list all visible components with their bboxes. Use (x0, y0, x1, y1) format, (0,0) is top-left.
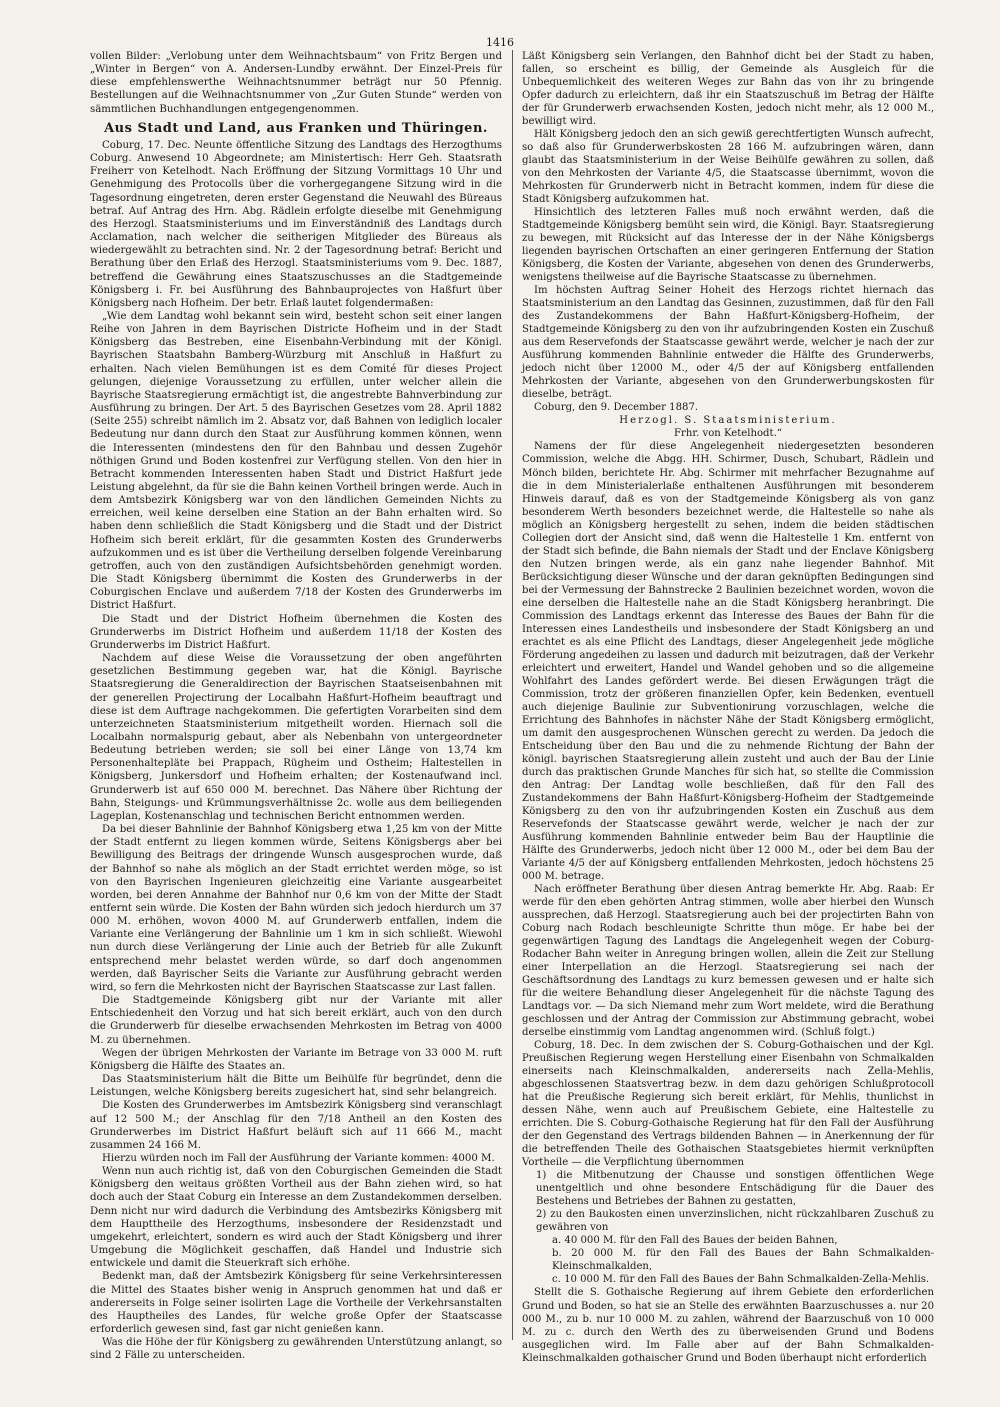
article-paragraph: Das Staatsministerium hält die Bitte um Beihülfe für begründet, denn die Leistungen, welche Königsberg bereits zugesichert hat, sind sehr belangreich. (90, 1074, 502, 1099)
article-paragraph: Nach eröffneter Berathung über diesen Antrag bemerkte Hr. Abg. Raab: Er werde für den eben gehörten Antrag stimmen, wolle aber hierbei den Wunsch aussprechen, daß Herzogl. Staatsregierung auch bei der projectirten Bahn von Coburg nach Rodach beschleunigte Schritte thun möge. Er habe bei der gegenwärtigen Tagung des Landtags die Angelegenheit wegen der Coburg-Rodacher Bahn weiter in Anregung bringen wollen, allein die Zeit zur Stellung einer Interpellation an die Herzogl. Staatsregierung sei nach der Geschäftsordnung des Landtags zu kurz bemessen gewesen und er halte sich für die weitere Behandlung dieser Angelegenheit für die nächste Tagung des Landtags vor. — Da sich Niemand mehr zum Wort meldete, wird die Berathung geschlossen und der Antrag der Commission zur Abstimmung gebracht, wobei derselbe einstimmig vom Landtag angenommen wird. (Schluß folgt.) (522, 884, 934, 1039)
article-paragraph: Hierzu würden noch im Fall der Ausführung der Variante kommen: 4000 M. (102, 1152, 495, 1164)
article-paragraph: Stellt die S. Gothaische Regierung auf ihrem Gebiete den erforderlichen Grund und Boden, so hat sie an Stelle des erwähnten Baarzuschusses a. nur 20 000 M., zu b. nur 10 000 M. zu zahlen, während der Baarzuschuß von 10 000 M. zu c. durch den Werth des zu überweisenden Grund und Bodens ausgeglichen wird. Im Falle aber auf der Bahn Schmalkalden-Kleinschmalkalden gothaischer Grund und Boden überhaupt nicht erforderlich (522, 1287, 934, 1364)
article-paragraph: Die Stadtgemeinde Königsberg gibt nur der Variante mit aller Entschiedenheit den Vorzug und hat sich bereit erklärt, auch von den durch die Grunderwerb für dieselbe erwachsenden Mehrkosten im Betrag von 4000 M. zu übernehmen. (90, 995, 502, 1046)
list-item: a. 40 000 M. für den Fall des Baues der beiden Bahnen, (552, 1235, 838, 1247)
article-paragraph: Läßt Königsberg sein Verlangen, den Bahnhof dicht bei der Stadt zu haben, fallen, so erscheint es billig, der Gemeinde als Ausgleich für die Unbequemlichkeit des weiteren Weges zur Bahn das von ihr zu bringende Opfer dadurch zu erleichtern, daß ihr ein Staatszuschuß im Betrag der Hälfte der für Grunderwerb erwachsenden Kosten, jedoch nicht mehr, als 12 000 M., bewilligt wird. (522, 51, 934, 128)
list-item: 2) zu den Baukosten einen unverzinslichen, nicht rückzahlbaren Zuschuß zu gewähren von (536, 1209, 934, 1234)
list-item: 1) die Mitbenutzung der Chausse und sonstigen öffentlichen Wege unentgeltlich und ohne besondere Entschädigung für die Dauer des Bestehens und Betriebes der Bahnen zu gestatten, (536, 1170, 934, 1208)
signature-ministry: Herzogl. S. Staatsministerium. (619, 415, 837, 427)
article-paragraph: Nachdem auf diese Weise die Voraussetzung der oben angeführten gesetzlichen Bestimmung gegeben war, hat die Königl. Bayrische Staatsregierung die Generaldirection der Bayrischen Staatseisenbahnen mit der generellen Projectirung der Localbahn Haßfurt-Hofheim beauftragt und diese ist dem Auftrage nachgekommen. Die gefertigten Vorarbeiten sind dem unterzeichneten Staatsministerium mitgetheilt worden. Hiernach soll die Localbahn normalspurig gebaut, aber als Nebenbahn von untergeordneter Bedeutung betrieben werden; sie soll bei einer Länge von 13,74 km Personenhaltepläte bei Prappach, Rügheim und Ostheim; Haltestellen in Königsberg, Junkersdorf und Hofheim erhalten; der Kostenaufwand incl. Grunderwerb ist auf 650 000 M. berechnet. Das Nähere über Richtung der Bahn, Steigungs- und Krümmungsverhältnisse 2c. wolle aus dem beiliegenden Lageplan, Kostenanschlag und technischen Bericht entnommen werden. (90, 653, 502, 822)
article-paragraph: Da bei dieser Bahnlinie der Bahnhof Königsberg etwa 1,25 km von der Mitte der Stadt entfernt zu liegen kommen würde, Seitens Königsbergs aber bei Bewilligung des Beitrags der dringende Wunsch ausgesprochen wurde, daß der Bahnhof so nahe als möglich an der Stadt errichtet werden möge, so ist von den Bayrischen Ingenieuren gleichzeitig eine Variante ausgearbeitet worden, bei deren Annahme der Bahnhof nur 0,6 km von der Mitte der Stadt entfernt sein würde. Die Kosten der Bahn würden sich jedoch hierdurch um 37 000 M. erhöhen, wovon 4000 M. auf Grunderwerb entfallen, indem die Variante eine Verlängerung der Bahnlinie um 1 km in sich schließt. Wiewohl nun durch diese Verlängerung der Linie auch der Betrieb für alle Zukunft entsprechend mehr belastet werden würde, so darf doch angenommen werden, daß Bayrischer Seits die Variante zur Ausführung gebracht werden wird, so fern die Mehrkosten nicht der Bayrischen Staatscasse zur Last fallen. (90, 824, 502, 993)
article-paragraph: Die Stadt und der District Hofheim übernehmen die Kosten des Grunderwerbs im District Hofheim und außerdem 11/18 der Kosten des Grunderwerbs im District Haßfurt. (90, 613, 502, 651)
right-column (522, 50, 934, 1365)
article-paragraph: Hinsichtlich des letzteren Falles muß noch erwähnt werden, daß die Stadtgemeinde Königsberg bemüht sein wird, die Königl. Bayr. Staatsregierung zu bewegen, mit Rücksicht auf das Interesse der in der Nähe Königsbergs liegenden bayrischen Ortschaften an einer geringeren Entfernung der Station Königsberg, die Kosten der Variante, abgesehen von denen des Grunderwerbs, wenigstens theilweise auf die Bayrische Staatscasse zu übernehmen. (522, 207, 934, 284)
column-divider (512, 50, 513, 1340)
article-paragraph: Die Kosten des Grunderwerbes im Amtsbezirk Königsberg sind veranschlagt auf 12 500 M.; der Anschlag für den 7/18 Antheil an den Kosten des Grunderwerbes im District Haßfurt beläuft sich auf 11 666 M., macht zusammen 24 166 M. (90, 1100, 502, 1151)
section-heading: Aus Stadt und Land, aus Franken und Thüringen. (104, 120, 488, 136)
article-paragraph: Im höchsten Auftrag Seiner Hoheit des Herzogs richtet hiernach das Staatsministerium an den Landtag das Gesinnen, zuzustimmen, daß für den Fall des Zustandekommens der Bahn Haßfurt-Königsberg-Hofheim, der Stadtgemeinde Königsberg zu den von ihr aufzubringenden Kosten ein Zuschuß aus dem Reservefonds der Staatscasse gewährt werde, welcher je nach der zur Ausführung kommenden Bahnlinie entweder die Hälfte des Grunderwerbs, jedoch nicht über 12000 M., oder 4/5 der auf Königsberg entfallenden Mehrkosten der Variante, abgesehen von den Grunderwerbungskosten für dieselbe, beträgt. (522, 285, 934, 401)
sub-list (522, 1234, 934, 1286)
article-paragraph: Coburg, 17. Dec. Neunte öffentliche Sitzung des Landtags des Herzogthums Coburg. Anwesend 10 Abgeordnete; am Ministertisch: Herr Geh. Staatsrath Freiherr von Ketelhodt. Nach Eröffnung der Sitzung Vormittags 10 Uhr und Genehmigung des Protocolls über die vorhergegangene Sitzung wird in die Tagesordnung eingetreten, deren erster Gegenstand die Neuwahl des Büreaus betraf. Auf Antrag des Hrn. Abg. Rädlein erfolgte dieselbe mit Genehmigung des Herzogl. Staatsministeriums und im Einverständniß des Landtags durch Acclamation, nach welcher die seitherigen Mitglieder des Büreaus als wiedergewählt zu betrachten sind. Nr. 2 der Tagesordnung betraf: Bericht und Berathung über den Erlaß des Herzogl. Staatsministeriums vom 9. Dec. 1887, betreffend die Gewährung eines Staatszuschusses an die Stadtgemeinde Königsberg i. Fr. bei Ausführung des Bahnbauprojectes von Haßfurt über Königsberg nach Hofheim. Der betr. Erlaß lautet folgendermaßen: (90, 139, 502, 309)
list-item: b. 20 000 M. für den Fall des Baues der Bahn Schmalkalden-Kleinschmalkalden, (552, 1248, 934, 1273)
article-paragraph: Bedenkt man, daß der Amtsbezirk Königsberg für seine Verkehrsinteressen die Mittel des Staates bisher wenig in Anspruch genommen hat und daß er andererseits in Folge seiner isolirten Lage die Vortheile der Verkehrsanstalten des Hauptheiles des Landes, für welche große Opfer der Staatscasse erforderlich gewesen sind, fast gar nicht genießen kann. (90, 1271, 502, 1335)
article-paragraph: Wenn nun auch richtig ist, daß von den Coburgischen Gemeinden die Stadt Königsberg den weitaus größten Vortheil aus der Bahn ziehen wird, so hat doch auch der Staat Coburg ein Interesse an dem Zustandekommen derselben. Denn nicht nur wird dadurch die Verbindung des Amtsbezirks Königsberg mit dem Haupttheile des Herzogthums, insbesondere der Residenzstadt und umgekehrt, erleichtert, sondern es wird auch der Stadt Königsberg und ihrer Umgebung die Möglichkeit geschaffen, daß Handel und Industrie sich entwickele und damit die Steuerkraft sich erhöhe. (90, 1166, 502, 1270)
left-column (90, 50, 502, 1362)
intro-paragraph: vollen Bilder: „Verlobung unter dem Weihnachtsbaum“ von Fritz Bergen und „Winter in Bergen“ von A. Andersen-Lundby erwähnt. Der Einzel-Preis für diese empfehlenswerthe Weihnachtsnummer beträgt nur 50 Pfennig. Bestellungen auf die Weihnachtsnummer von „Zur Guten Stunde“ werden von sämmtlichen Buchhandlungen entgegengenommen. (90, 51, 502, 115)
obligation-list (522, 1169, 934, 1234)
article-paragraph: Was die Höhe der für Königsberg zu gewährenden Unterstützung anlangt, so sind 2 Fälle zu unterscheiden. (90, 1337, 502, 1362)
article-paragraph: „Wie dem Landtag wohl bekannt sein wird, besteht schon seit einer langen Reihe von Jahren in dem Bayrischen Districte Hofheim und in der Stadt Königsberg das Bestreben, eine Eisenbahn-Verbindung mit der Königl. Bayrischen Staatsbahn Bamberg-Würzburg mit Anschluß in Haßfurt zu erhalten. Nach vielen Bemühungen ist es dem Comité für dieses Project gelungen, diejenige Voraussetzung zu erfüllen, unter welcher allein die Bayrische Staatsregierung ermächtigt ist, die angestrebte Bahnverbindung zur Ausführung zu bringen. Der Art. 5 des Bayrischen Gesetzes vom 28. April 1882 (Seite 255) schreibt nämlich im 2. Absatz vor, daß Bahnen von lediglich localer Bedeutung nur dann durch den Staat zur Ausführung kommen können, wenn die Interessenten (mindestens den für den Bahnbau und dessen Zugehör nöthigen Grund und Boden kostenfrei zur Verfügung stellen. Von den hier in Betracht kommenden Interessenten haben Stadt und District Haßfurt jede Leistung abgelehnt, da für sie die Bahn keinen Vortheil bringen werde. Auch in dem Amtsbezirk Königsberg war von den ländlichen Gemeinden Nichts zu erreichen, weil keine derselben eine Station an der Bahn erhalten wird. So haben denn schließlich die Stadt Königsberg und die Stadt und der District Hofheim sich bereit erklärt, für die gesammten Kosten des Grunderwerbs aufzukommen und es ist über die Vertheilung derselben folgende Vereinbarung getroffen, auch von den zuständigen Aufsichtsbehörden genehmigt worden. Die Stadt Königsberg übernimmt die Kosten des Grunderwerbs in der Coburgischen Enclave und außerdem 7/18 der Kosten des Grunderwerbs im District Haßfurt. (90, 310, 502, 612)
article-paragraph: Namens der für diese Angelegenheit niedergesetzten besonderen Commission, welche die Abgg. HH. Schirmer, Dusch, Schubart, Rädlein und Mönch bilden, berichtete Hr. Abg. Schirmer mit mehrfacher Bezugnahme auf die in dem Ministerialerlaße enthaltenen Ausführungen mit besonderem Hinweis darauf, daß es von der Stadtgemeinde Königsberg als von ganz besonderem Werth besonders bezeichnet werde, die Haltestelle so nahe als möglich an Königsberg hergestellt zu sehen, indem die beiden städtischen Collegien dort der Ansicht sind, daß wenn die Haltestelle 1 Km. entfernt von der Stadt sich befinde, die Bahn niemals der Stadt und der Enclave Königsberg den Nutzen bringen werde, als ein ganz nahe liegender Bahnhof. Mit Berücksichtigung dieser Wünsche und der daran geknüpften Bedingungen sind bei der Vermessung der Bahnstrecke 2 Baulinien bezeichnet worden, wovon die eine derselben die Haltestelle nahe an die Stadt Königsberg heranbringt. Die Commission des Landtags erkennt das Interesse des Baues der Bahn für die Interessen eines Landestheils und insbesondere der Stadt Königsberg an und erachtet es als eine Pflicht des Landtags, dieser Angelegenheit jede mögliche Förderung angedeihen zu lassen und dadurch mit beizutragen, daß der Verkehr erleichtert und erweitert, Handel und Wandel gehoben und so die allgemeine Wohlfahrt des Landes gefördert werde. Bei diesen Erwägungen trägt die Commission, trotz der größeren finanziellen Opfer, kein Bedenken, eventuell auch diejenige Baulinie zur Subventionirung vorzuschlagen, welche die Errichtung des Bahnhofes in nächster Nähe der Stadt Königsberg ermöglicht, um damit den ausgesprochenen Wünschen gerecht zu werden. Da jedoch die Entscheidung über den Bau und die zu nehmende Richtung der Bahn der königl. bayrischen Staatsregierung allein zusteht und auch der Bau der Linie durch das praktischen Grunde Manches für sich hat, so stellte die Commission den Antrag: Der Landtag wolle beschließen, daß für den Fall des Zustandekommens der Bahn Haßfurt-Königsberg-Hofheim der Stadtgemeinde Königsberg zu den von ihr aufzubringenden Kosten ein Zuschuß aus dem Reservefonds der Staatscasse gewährt werde, welcher je nach der zur Ausführung kommenden Bahnlinie entweder beim Bau der Hauptlinie die Hälfte des Grunderwerbs, jedoch nicht über 12 000 M., oder bei dem Bau der Variante 4/5 der auf Königsberg entfallenden Mehrkosten, jedoch höchstens 25 000 M. betrage. (522, 441, 934, 882)
signature-name: Frhr. von Ketelhodt.“ (674, 428, 782, 440)
list-item: c. 10 000 M. für den Fall des Baues der Bahn Schmalkalden-Zella-Mehlis. (552, 1274, 930, 1286)
page-number: 1416 (486, 36, 514, 49)
article-paragraph: Wegen der übrigen Mehrkosten der Variante im Betrage von 33 000 M. ruft Königsberg die Hälfte des Staates an. (90, 1047, 502, 1072)
article-paragraph: Hält Königsberg jedoch den an sich gewiß gerechtfertigten Wunsch aufrecht, so daß also für Grunderwerbskosten 28 166 M. aufzubringen wären, dann glaubt das Staatsministerium in der Weise Beihülfe gewähren zu sollen, daß von den Mehrkosten der Variante 4/5, die Staatscasse übernimmt, wovon die Mehrkosten für Grunderwerb nicht in Betracht kommen, indem für diese die Stadt Königsberg aufzukommen hat. (522, 129, 934, 206)
article-paragraph: Coburg, 18. Dec. In dem zwischen der S. Coburg-Gothaischen und der Kgl. Preußischen Regierung wegen Herstellung einer Eisenbahn von Schmalkalden einerseits nach Kleinschmalkalden, andererseits nach Zella-Mehlis, abgeschlossenen Staatsvertrag bezw. in dem dazu gehörigen Schlußprotocoll hat die Preußische Regierung sich bereit erklärt, für Mehlis, thunlichst in dessen Nähe, wenn auch auf Preußischem Gebiete, eine Haltestelle zu errichten. Die S. Coburg-Gothaische Regierung hat für den Fall der Ausführung der den Gegenstand des Vertrags bildenden Bahnen — in Anerkennung der für die betreffenden Theile des Gothaischen Staatsgebietes hiermit verknüpften Vortheile — die Verpflichtung übernommen (522, 1040, 934, 1169)
date-line: Coburg, den 9. December 1887. (534, 402, 699, 414)
